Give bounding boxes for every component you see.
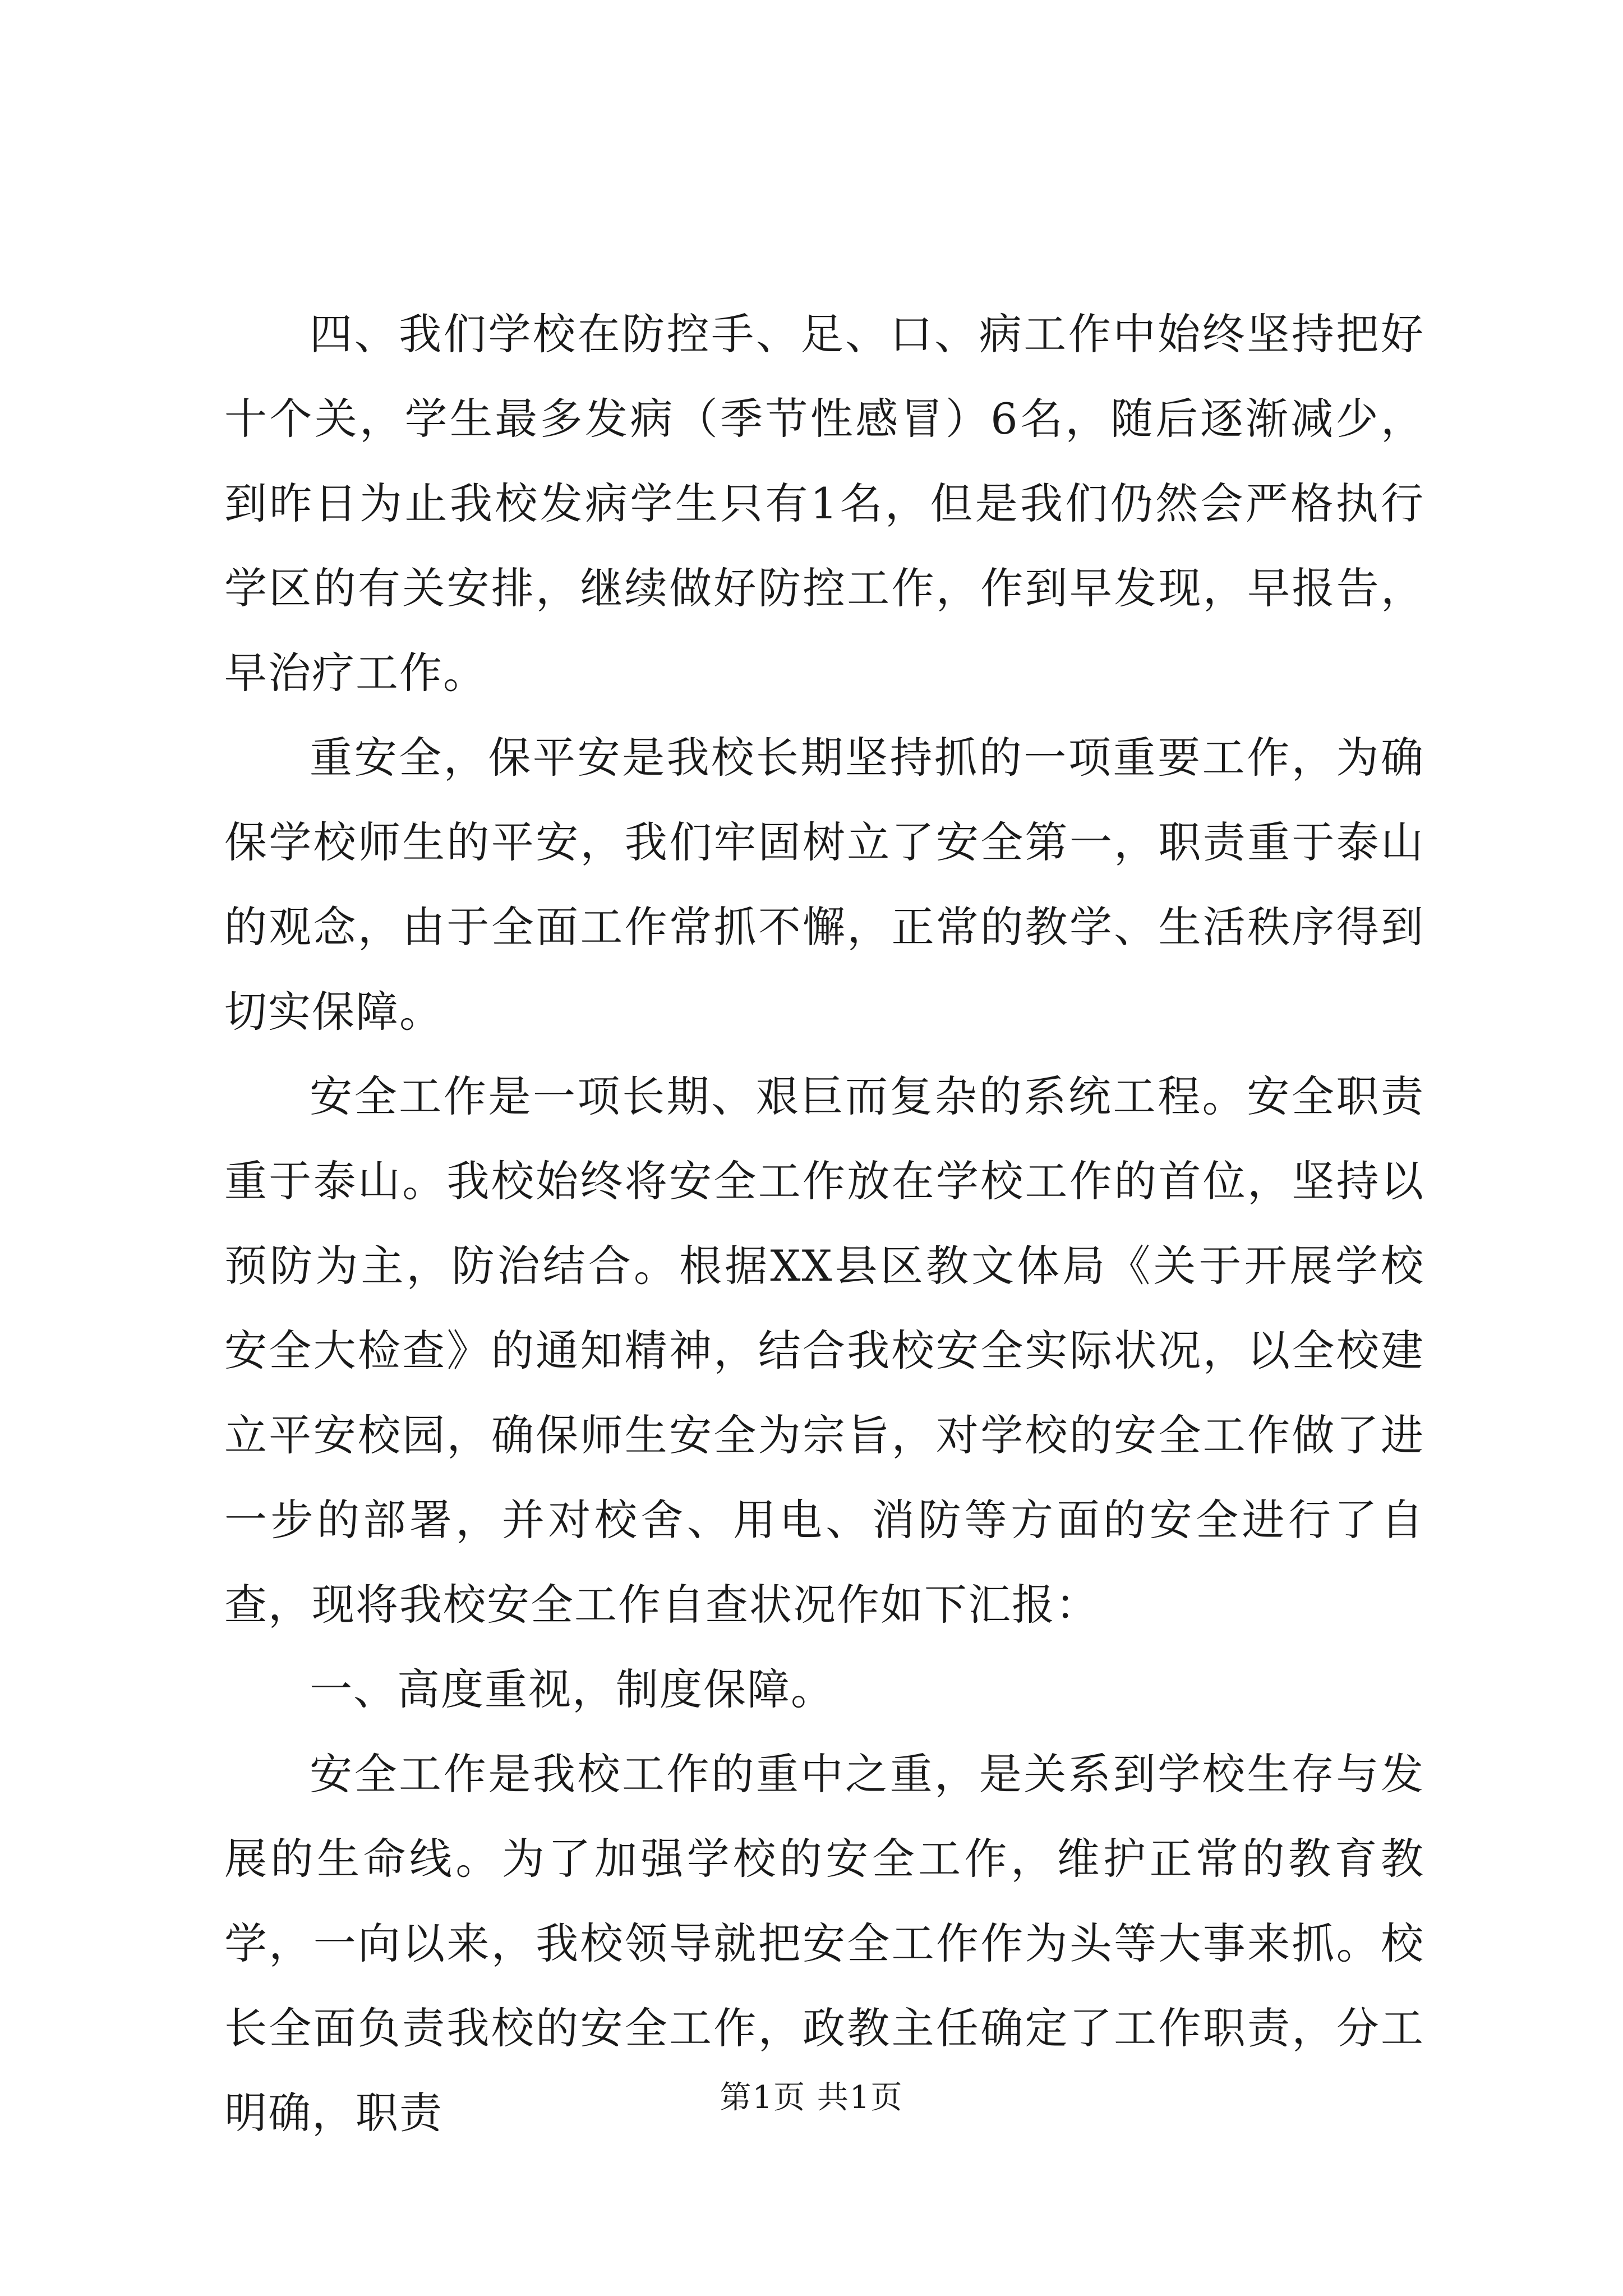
paragraph-epidemic-prevention: 四、我们学校在防控手、足、口、病工作中始终坚持把好十个关，学生最多发病（季节性感冒）6名，随后逐渐减少，到昨日为止我校发病学生只有1名，但是我们仍然会严格执行学区的有关安排，继续做好防控工作，作到早发现，早报告，早治疗工作。 xyxy=(224,309,1424,698)
page-footer: 第1页 共1页 xyxy=(720,2079,903,2116)
paragraph-safety-priority: 重安全，保平安是我校长期坚持抓的一项重要工作，为确保学校师生的平安，我们牢固树立了安全第一，职责重于泰山的观念，由于全面工作常抓不懈，正常的教学、生活秩序得到切实保障。 xyxy=(224,733,1424,1037)
paragraph-safety-leadership: 安全工作是我校工作的重中之重，是关系到学校生存与发展的生命线。为了加强学校的安全工作，维护正常的教育教学，一向以来，我校领导就把安全工作作为头等大事来抓。校长全面负责我校的安全工作，政教主任确定了工作职责，分工明确，职责 xyxy=(224,1749,1424,2138)
section-heading-attention-system: 一、高度重视，制度保障。 xyxy=(310,1664,834,1714)
paragraph-safety-self-inspection: 安全工作是一项长期、艰巨而复杂的系统工程。安全职责重于泰山。我校始终将安全工作放在学校工作的首位，坚持以预防为主，防治结合。根据XX县区教文体局《关于开展学校安全大检查》的通知精神，结合我校安全实际状况，以全校建立平安校园，确保师生安全为宗旨，对学校的安全工作做了进一步的部署，并对校舍、用电、消防等方面的安全进行了自查，现将我校安全工作自查状况作如下汇报： xyxy=(224,1071,1424,1630)
document-body xyxy=(224,292,1424,2155)
